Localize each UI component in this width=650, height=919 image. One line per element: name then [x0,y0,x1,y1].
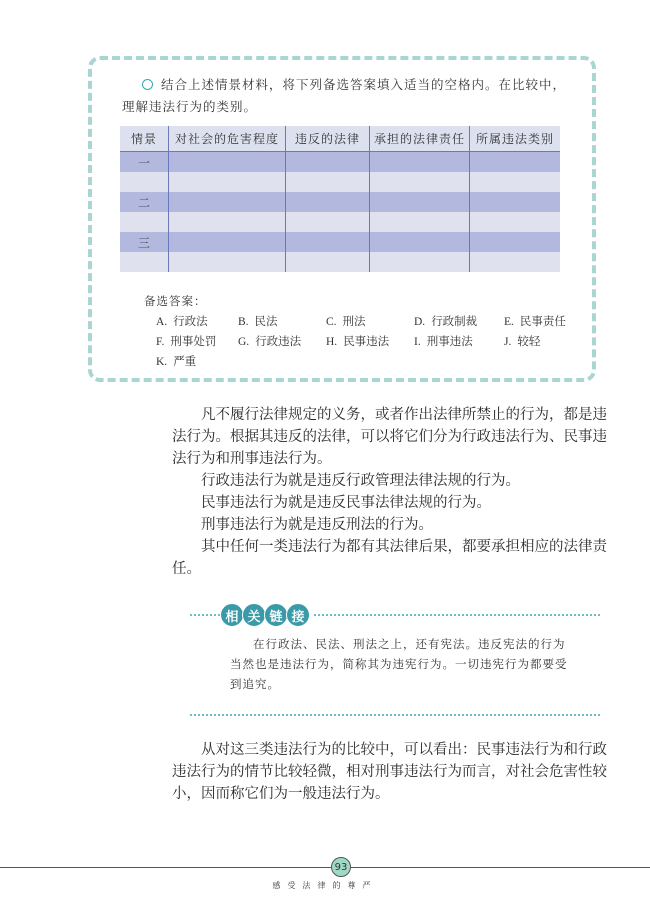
related-link-body: 在行政法、民法、刑法之上，还有宪法。违反宪法的行为当然也是违法行为，简称其为违宪行为。一切违宪行为都要受到追究。 [230,637,568,691]
blank-cell[interactable] [370,232,470,252]
header-violation-category: 所属违法类别 [470,126,560,152]
option-a: A. 行政法 [156,314,208,328]
blank-cell[interactable] [286,232,370,252]
scenario-cell [120,252,169,272]
table-row [120,192,560,212]
blank-cell[interactable] [370,152,470,173]
blank-cell[interactable] [470,152,560,173]
blank-cell[interactable] [470,192,560,212]
dotted-divider [190,714,600,716]
related-link-badge: 相 关 链 接 [220,603,308,627]
table-row [120,252,560,272]
answer-options-title: 备选答案： [144,294,207,308]
blank-cell[interactable] [169,212,286,232]
blank-cell[interactable] [470,212,560,232]
page-number: 93 [331,857,351,877]
dotted-divider [314,614,600,616]
paragraph: 行政违法行为就是违反行政管理法律法规的行为。 [201,473,520,489]
activity-box [88,56,596,382]
option-d: D. 行政制裁 [414,314,478,328]
table-row [120,172,560,192]
header-harm-degree: 对社会的危害程度 [169,126,286,152]
circle-bullet-icon [142,79,153,90]
scenario-cell [120,212,169,232]
blank-cell[interactable] [370,212,470,232]
answer-options [144,292,584,372]
conclusion-text [172,739,612,805]
blank-cell[interactable] [470,232,560,252]
paragraph: 刑事违法行为就是违反刑法的行为。 [201,517,433,533]
scenario-cell: 一 [120,152,169,173]
table-header-row [120,126,560,152]
blank-cell[interactable] [286,152,370,173]
table-row [120,212,560,232]
paragraph: 从对这三类违法行为的比较中，可以看出：民事违法行为和行政违法行为的情节比较轻微，相对刑事违法行为而言，对社会危害性较小，因而称它们为一般违法行为。 [172,742,607,802]
scenario-cell: 二 [120,192,169,212]
paragraph: 民事违法行为就是违反民事法律法规的行为。 [201,495,491,511]
related-link-section [190,602,600,694]
blank-cell[interactable] [169,192,286,212]
option-g: G. 行政违法 [238,334,302,348]
paragraph: 其中任何一类违法行为都有其法律后果，都要承担相应的法律责任。 [172,539,607,577]
option-j: J. 较轻 [504,334,541,348]
table-row [120,152,560,173]
main-text [172,404,612,580]
blank-cell[interactable] [286,252,370,272]
paragraph: 凡不履行法律规定的义务，或者作出法律所禁止的行为，都是违法行为。根据其违反的法律，可以将它们分为行政违法行为、民事违法行为和刑事违法行为。 [172,407,607,467]
blank-cell[interactable] [169,252,286,272]
fill-in-table [120,126,560,272]
blank-cell[interactable] [370,252,470,272]
header-legal-liability: 承担的法律责任 [370,126,470,152]
option-c: C. 刑法 [326,314,366,328]
blank-cell[interactable] [470,252,560,272]
option-h: H. 民事违法 [326,334,390,348]
option-b: B. 民法 [238,314,278,328]
chapter-title: 感受法律的尊严 [272,881,378,890]
activity-prompt [122,74,572,118]
blank-cell[interactable] [169,232,286,252]
table-row [120,232,560,252]
option-e: E. 民事责任 [504,314,566,328]
blank-cell[interactable] [169,172,286,192]
blank-cell[interactable] [286,192,370,212]
blank-cell[interactable] [470,172,560,192]
dotted-divider [190,614,220,616]
footer-rule [0,867,650,868]
option-k: K. 严重 [156,354,197,368]
option-f: F. 刑事处罚 [156,334,217,348]
blank-cell[interactable] [370,172,470,192]
scenario-cell [120,172,169,192]
blank-cell[interactable] [370,192,470,212]
blank-cell[interactable] [286,172,370,192]
blank-cell[interactable] [286,212,370,232]
activity-prompt-text: 结合上述情景材料，将下列备选答案填入适当的空格内。在比较中，理解违法行为的类别。 [122,77,567,114]
blank-cell[interactable] [169,152,286,173]
header-violated-law: 违反的法律 [286,126,370,152]
related-link-header [190,602,600,628]
header-scenario: 情景 [120,126,169,152]
option-i: I. 刑事违法 [414,334,473,348]
scenario-cell: 三 [120,232,169,252]
